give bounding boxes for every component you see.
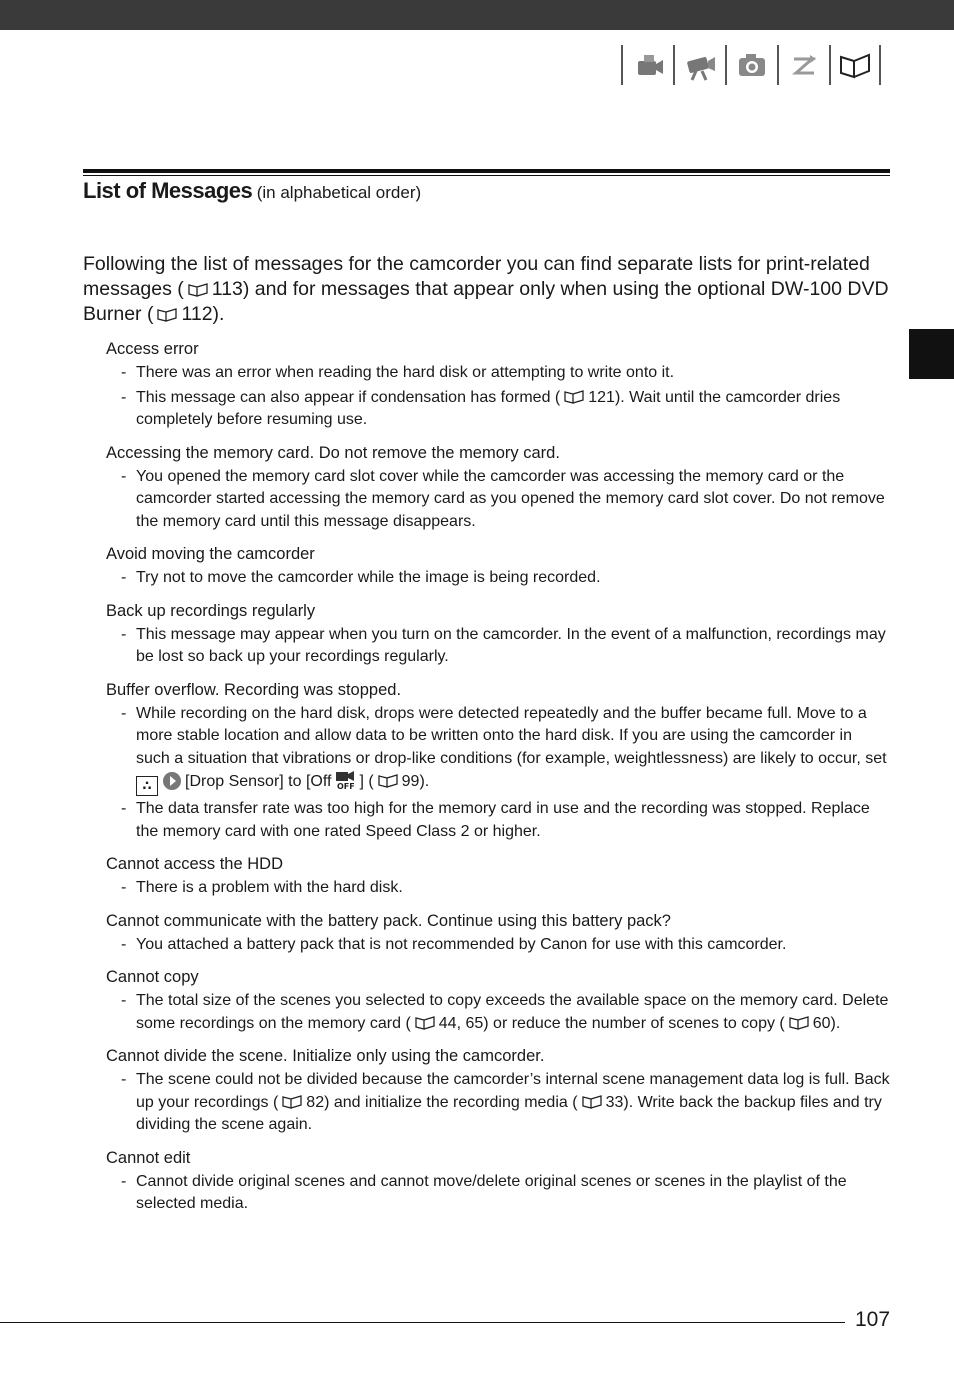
message-title: Cannot divide the scene. Initialize only using the camcorder. — [106, 1047, 545, 1065]
intro-text: Following the list of messages for the camcorder you can find separate lists for print-related messages ( — [83, 253, 870, 300]
message-entry — [106, 600, 890, 669]
section-title — [83, 178, 421, 204]
message-item: - Cannot divide original scenes and cannot move/delete original scenes or scenes in the playlist of the selected media. — [106, 1171, 890, 1216]
play-circle-icon — [163, 772, 181, 790]
book-icon — [157, 308, 177, 322]
section-nav — [621, 45, 881, 85]
camera-icon-2[interactable] — [673, 45, 725, 85]
message-title: Buffer overflow. Recording was stopped. — [106, 680, 402, 699]
message-item: - This message can also appear if condensation has formed ( 121). Wait until the camcorder dries completely before resuming use. — [106, 387, 890, 432]
section-title-sub: (in alphabetical order) — [256, 183, 422, 202]
message-entry — [106, 1147, 890, 1216]
message-item: - This message may appear when you turn on the camcorder. In the event of a malfunction, recordings may be lost so back up your recordings regularly. — [106, 624, 890, 669]
top-bar — [0, 0, 954, 30]
camera-movie-icon[interactable] — [621, 45, 673, 85]
message-title: Cannot edit — [106, 1148, 191, 1167]
chapter-tab — [909, 329, 954, 379]
intro-text: ) and for messages that appear only when using the optional DW-100 DVD Burner ( — [83, 278, 889, 325]
message-entry — [106, 966, 890, 1035]
message-item: - You attached a battery pack that is not recommended by Canon for use with this camcorder. — [106, 934, 890, 957]
message-entry — [106, 679, 890, 844]
message-item: - The total size of the scenes you selected to copy exceeds the available space on the memory card. Delete some recordings on the memory card ( 44, 65) or reduce the number of scenes to copy ( 60). — [106, 990, 890, 1035]
photo-camera-icon[interactable] — [725, 45, 777, 85]
book-icon — [282, 1095, 302, 1109]
message-entry — [106, 543, 890, 590]
message-entry — [106, 338, 890, 432]
message-title: Back up recordings regularly — [106, 601, 316, 620]
message-item: - There was an error when reading the hard disk or attempting to write onto it. — [106, 362, 890, 385]
message-list — [106, 338, 890, 1226]
page-ref[interactable]: 121 — [588, 388, 615, 406]
page-ref[interactable]: 33 — [605, 1093, 624, 1111]
message-item: - The data transfer rate was too high for the memory card in use and the recording was stopped. Replace the memory card with one rated Speed Class 2 or higher. — [106, 798, 890, 843]
book-icon — [582, 1095, 602, 1109]
title-rule-thin — [83, 175, 890, 176]
message-item: - Try not to move the camcorder while the image is being recorded. — [106, 567, 890, 590]
page-ref[interactable]: 60 — [812, 1014, 831, 1032]
page-ref[interactable]: 113 — [211, 278, 243, 300]
message-title: Accessing the memory card. Do not remove the memory card. — [106, 443, 560, 462]
book-icon — [564, 390, 584, 404]
message-item: - There is a problem with the hard disk. — [106, 877, 890, 900]
message-entry — [106, 442, 890, 534]
message-entry — [106, 853, 890, 900]
book-icon — [378, 774, 398, 788]
book-icon — [789, 1016, 809, 1030]
settings-menu-icon: ∴ — [136, 776, 158, 796]
page-ref[interactable]: 44, 65 — [438, 1014, 484, 1032]
title-rule-thick — [83, 169, 890, 173]
svg-text:OFF: OFF — [337, 782, 356, 790]
message-item: - You opened the memory card slot cover while the camcorder was accessing the memory card or the camcorder started accessing the memory card as you opened the memory card slot cover. Do not remove the memory card until this message disappears. — [106, 466, 890, 534]
message-title: Cannot communicate with the battery pack. Continue using this battery pack? — [106, 911, 671, 930]
message-item: - While recording on the hard disk, drops were detected repeatedly and the buffer became full. Move to a more stable location and allow data to be written onto the hard disk. If you are using the camcorder in such a situation that vibrations or drop-like conditions (for example, weightlessness) are likely to occur, set ∴ [Drop Sensor] to [Off OFF ] ( 99). — [106, 703, 890, 797]
intro-paragraph — [83, 252, 898, 327]
message-title: Cannot access the HDD — [106, 855, 283, 873]
section-title-main: List of Messages — [83, 178, 253, 203]
page-ref[interactable]: 99 — [401, 773, 420, 790]
transfer-icon[interactable] — [777, 45, 829, 85]
message-title: Avoid moving the camcorder — [106, 545, 315, 563]
drop-sensor-off-icon — [334, 770, 356, 790]
book-icon[interactable] — [829, 45, 881, 85]
message-title: Cannot copy — [106, 968, 199, 986]
footer-rule — [0, 1322, 845, 1323]
page-number: 107 — [855, 1308, 891, 1331]
intro-text: ). — [212, 303, 225, 325]
message-item: - The scene could not be divided because the camcorder’s internal scene management data log is full. Back up your recordings ( 82) and initialize the recording media ( 33). Write back the backup files and try dividing the scene again. — [106, 1069, 890, 1137]
page-ref[interactable]: 82 — [306, 1093, 325, 1111]
page-ref[interactable]: 112 — [181, 303, 213, 325]
book-icon — [415, 1016, 435, 1030]
message-entry — [106, 910, 890, 957]
book-icon — [188, 283, 208, 297]
message-title: Access error — [106, 340, 199, 358]
message-entry — [106, 1045, 890, 1137]
